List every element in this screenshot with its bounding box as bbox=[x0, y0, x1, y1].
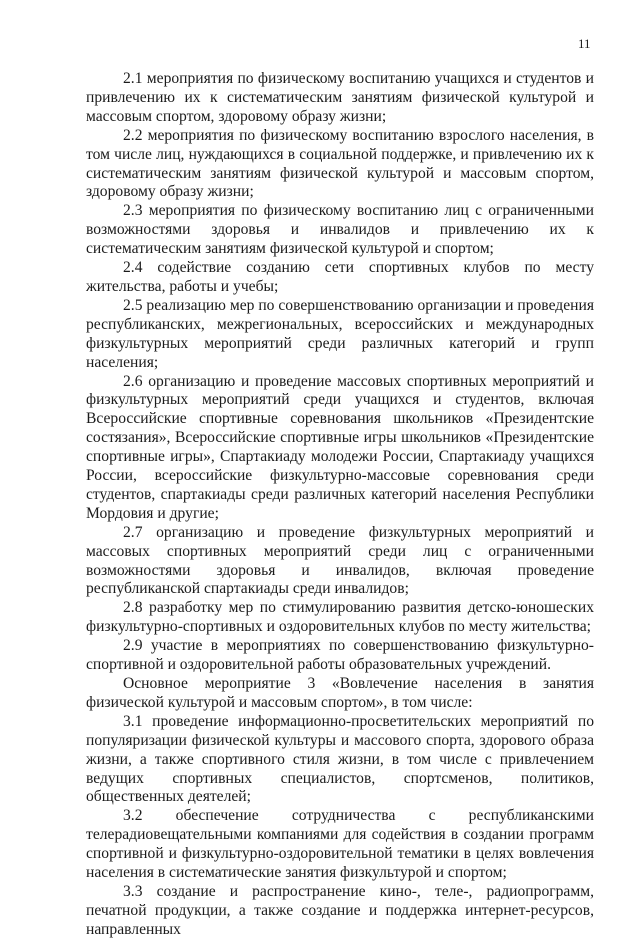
paragraph-3-3: 3.3 создание и распространение кино-, теле-, радиопрограмм, печатной продукции, а также создание и поддержка интернет-ресурсов, направленных bbox=[86, 882, 594, 938]
paragraph-2-2: 2.2 мероприятия по физическому воспитанию взрослого населения, в том числе лиц, нуждающихся в социальной поддержке, и привлечению их к систематическим занятиям физической культурой и массовым спортом, здоровому образу жизни; bbox=[86, 126, 594, 201]
main-activity-3-heading: Основное мероприятие 3 «Вовлечение населения в занятия физической культурой и массовым спортом», в том числе: bbox=[86, 675, 594, 711]
paragraph-2-5: 2.5 реализацию мер по совершенствованию организации и проведения республиканских, межрегиональных, всероссийских и международных физкультурных мероприятий среди различных категорий и групп населения; bbox=[86, 296, 594, 371]
paragraph-2-4: 2.4 содействие созданию сети спортивных клубов по месту жительства, работы и учебы; bbox=[86, 259, 594, 295]
document-body bbox=[86, 70, 594, 940]
paragraph-2-9: 2.9 участие в мероприятиях по совершенствованию физкультурно-спортивной и оздоровительной работы образовательных учреждений. bbox=[86, 637, 594, 674]
paragraph-3-1: 3.1 проведение информационно-просветительских мероприятий по популяризации физической культуры и массового спорта, здорового образа жизни, а также спортивного стиля жизни, в том числе с привлечением ведущих спортивных специалистов, спортсменов, политиков, общественных деятелей; bbox=[86, 712, 594, 806]
page-number: 11 bbox=[578, 36, 591, 51]
paragraph-2-7: 2.7 организацию и проведение физкультурных мероприятий и массовых спортивных мероприятий среди лиц с ограниченными возможностями здоровья и инвалидов, включая проведение республиканской спартакиады среди инвалидов; bbox=[86, 523, 594, 598]
paragraph-2-6: 2.6 организацию и проведение массовых спортивных мероприятий и физкультурных мероприятий среди учащихся и студентов, включая Всероссийские спортивные соревнования школьников «Президентские состязания», Всероссийские спортивные игры школьников «Президентские спортивные игры», Спартакиаду молодежи России, Спартакиаду учащихся России, всероссийские физкультурно-массовые соревнования среди студентов, спартакиады среди различных категорий населения Республики Мордовия и другие; bbox=[86, 372, 594, 522]
paragraph-2-3: 2.3 мероприятия по физическому воспитанию лиц с ограниченными возможностями здоровья и инвалидов и привлечению их к систематическим занятиям физической культурой и спортом; bbox=[86, 202, 594, 258]
paragraph-2-1: 2.1 мероприятия по физическому воспитанию учащихся и студентов и привлечению их к систематическим занятиям физической культурой и массовым спортом, здоровому образу жизни; bbox=[86, 70, 594, 125]
paragraph-3-2: 3.2 обеспечение сотрудничества с республиканскими телерадиовещательными компаниями для содействия в создании программ спортивной и физкультурно-оздоровительной тематики в целях вовлечения населения в систематические занятия физкультурой и спортом; bbox=[86, 807, 594, 882]
paragraph-2-8: 2.8 разработку мер по стимулированию развития детско-юношеских физкультурно-спортивных и оздоровительных клубов по месту жительства; bbox=[86, 599, 594, 636]
